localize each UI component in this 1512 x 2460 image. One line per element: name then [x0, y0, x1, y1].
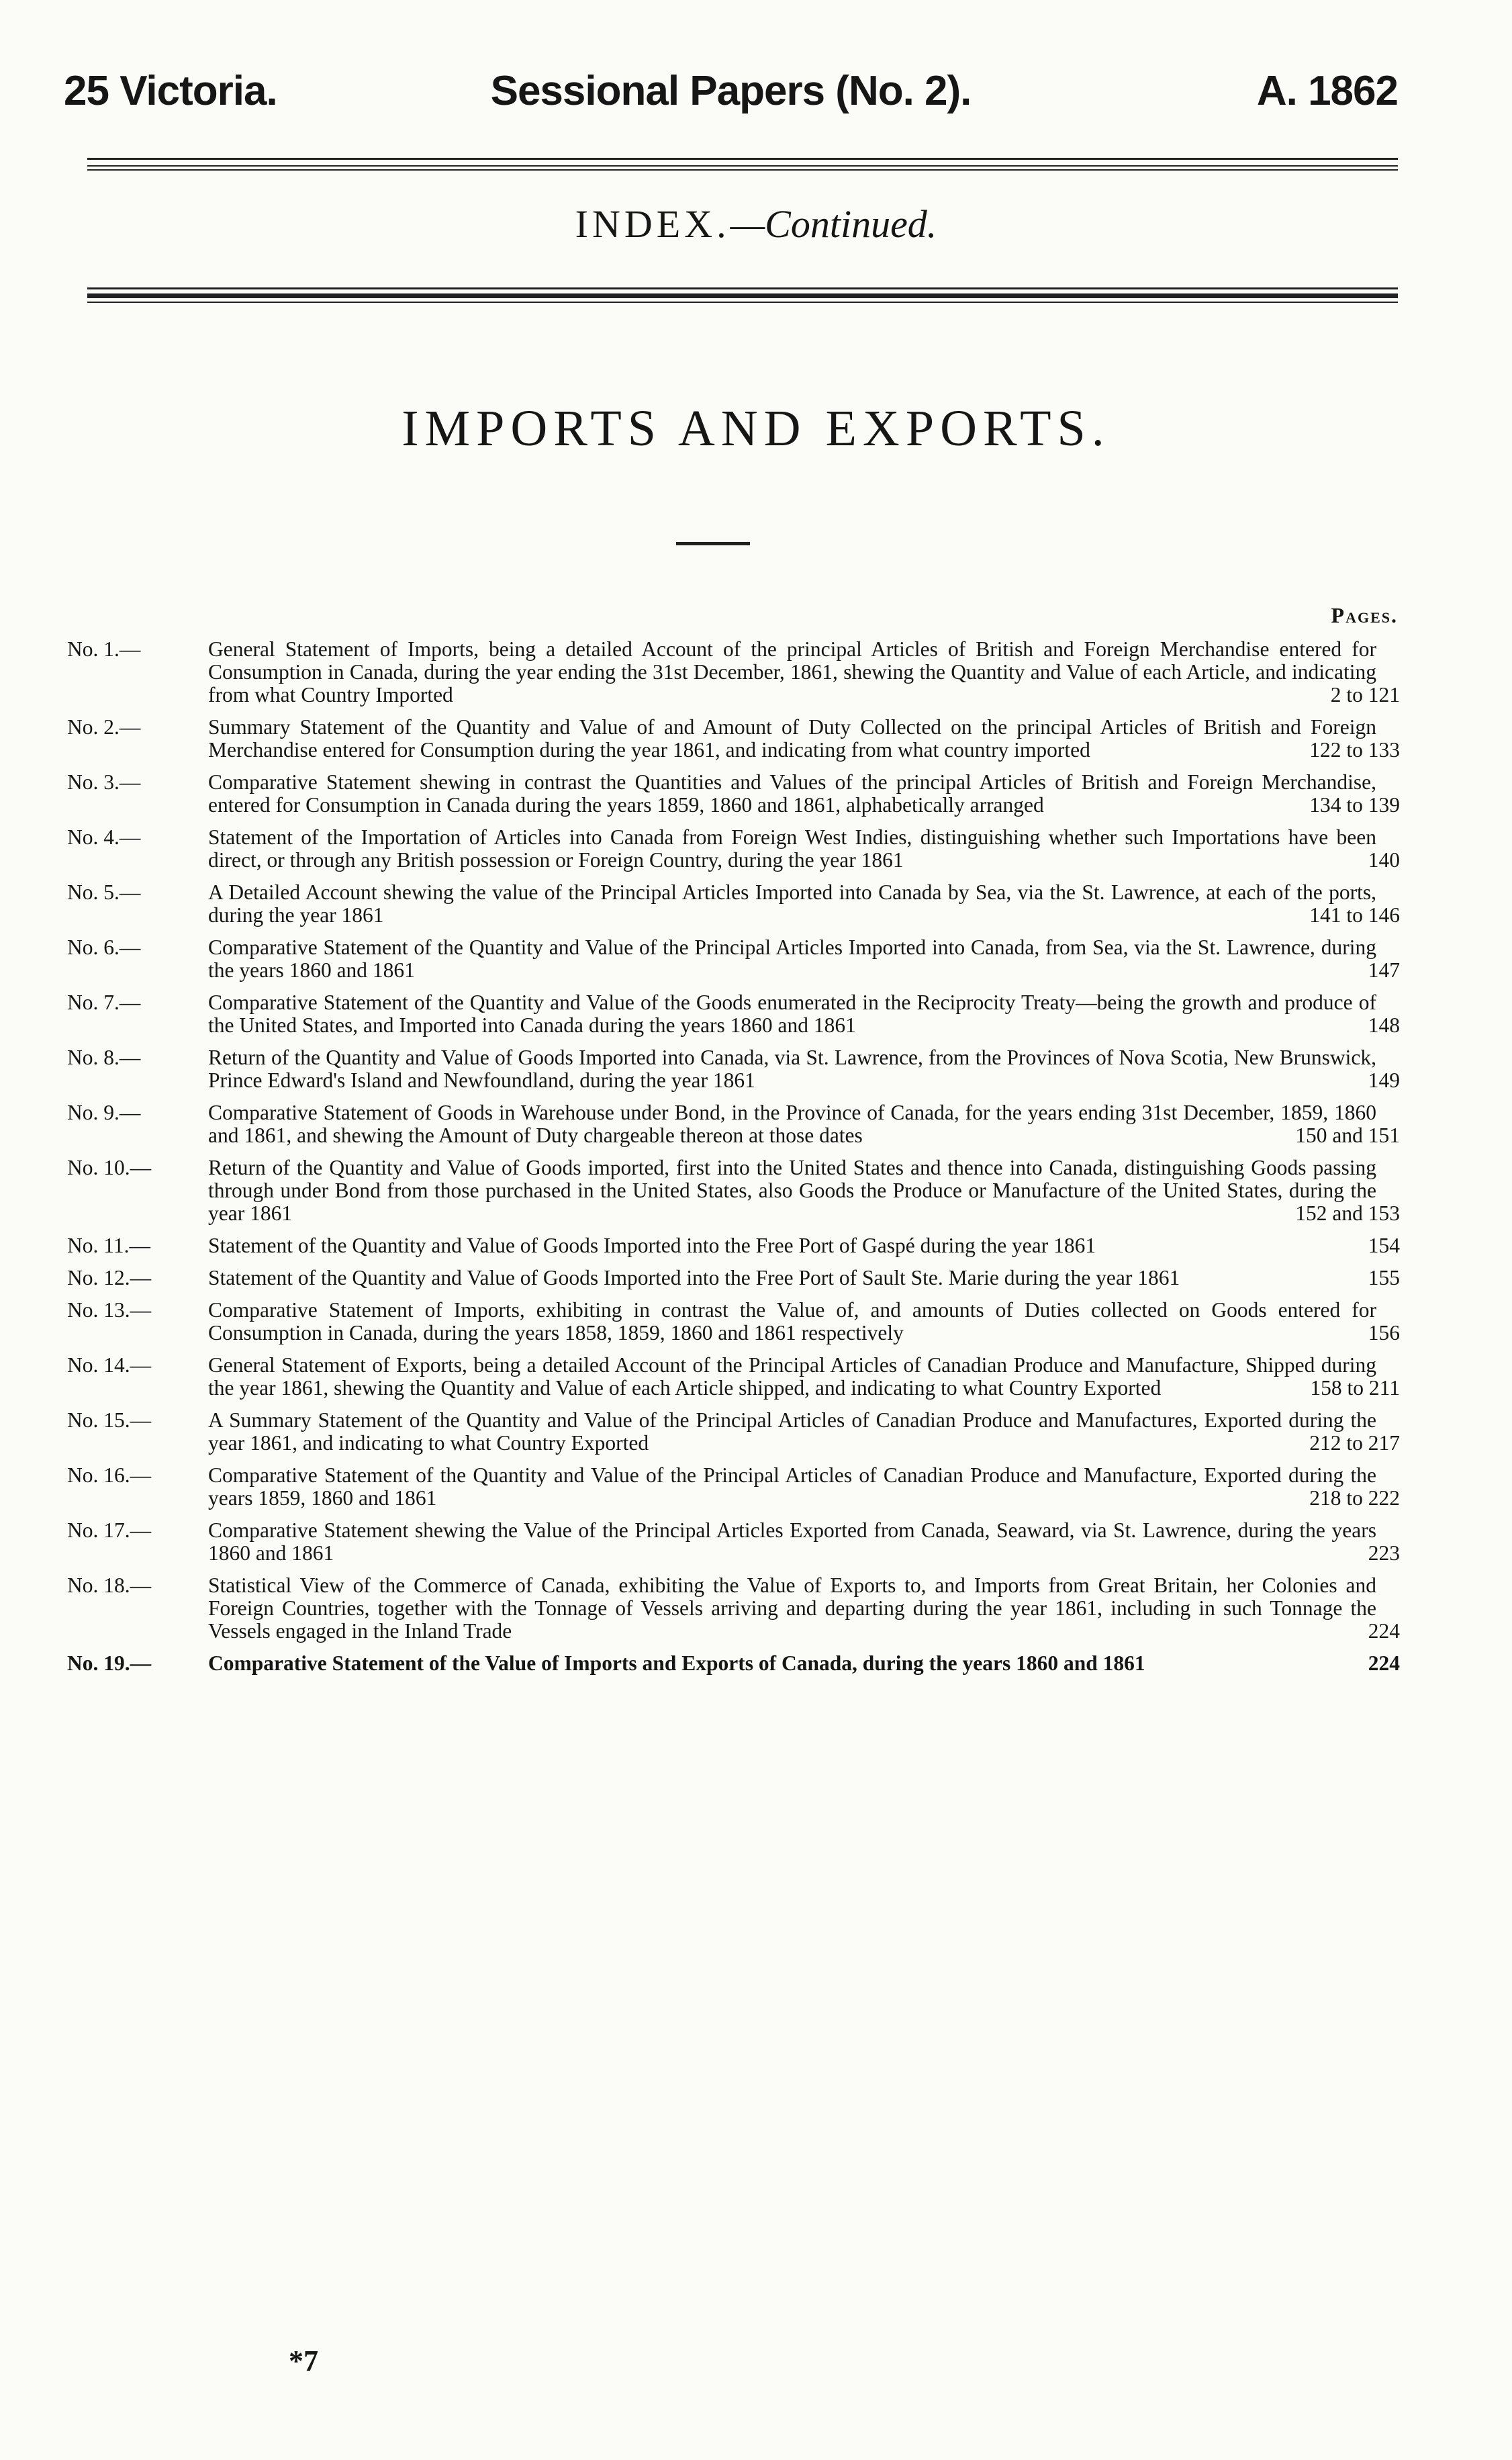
- entry-pages: 140: [1368, 848, 1400, 872]
- divider-rule: [87, 287, 1398, 289]
- entry-number: No. 4.—: [67, 825, 141, 849]
- page-header: [64, 67, 1398, 134]
- entry-text: General Statement of Exports, being a detailed Account of the Principal Articles of Canadian Produce and Manufacture, Shipped during the year 1861, shewing the Quantity and Value of each Article shipped, and indicating to what Country Exported: [208, 1353, 1376, 1400]
- page-signature-mark: *7: [289, 2344, 318, 2377]
- entry-text: Comparative Statement shewing in contrast the Quantities and Values of the principal Articles of British and Foreign Merchandise, entered for Consumption in Canada during the years 1859, 1860 and 1861, alphabetically arranged: [208, 770, 1376, 817]
- entry-pages: 223: [1368, 1541, 1400, 1565]
- entry-text: Comparative Statement shewing the Value of the Principal Articles Exported from Canada, Seaward, via St. Lawrence, during the years 1860 and 1861: [208, 1518, 1376, 1565]
- index-entry: [67, 1267, 1400, 1289]
- entry-pages: 154: [1368, 1234, 1400, 1257]
- short-divider: [676, 542, 750, 545]
- pages-column-label: Pages.: [1331, 603, 1398, 627]
- entry-text: General Statement of Imports, being a detailed Account of the principal Articles of British and Foreign Merchandise entered for Consumption in Canada, during the year ending the 31st December, 1861, shewing the Quantity and Value of each Article, and indicating from what Country Imported: [208, 637, 1376, 707]
- entry-pages: 134 to 139: [1309, 793, 1400, 817]
- entry-pages: 148: [1368, 1013, 1400, 1037]
- entry-pages: 156: [1368, 1321, 1400, 1345]
- index-entry: [67, 771, 1400, 817]
- index-entry: [67, 1156, 1400, 1225]
- index-entries: [67, 638, 1400, 1684]
- index-title-continued: —Continued.: [730, 202, 937, 246]
- entry-text: Comparative Statement of the Quantity and Value of the Goods enumerated in the Reciprocity Treaty—being the growth and produce of the United States, and Imported into Canada during the years 1860 and 1861: [208, 991, 1376, 1037]
- entry-text: Comparative Statement of Goods in Warehouse under Bond, in the Province of Canada, for the years ending 31st December, 1859, 1860 and 1861, and shewing the Amount of Duty chargeable thereon at those dates: [208, 1101, 1376, 1147]
- entry-number: No. 1.—: [67, 637, 141, 661]
- entry-text: Statistical View of the Commerce of Canada, exhibiting the Value of Exports to, and Imports from Great Britain, her Colonies and Foreign Countries, together with the Tonnage of Vessels arriving and departing during the year 1861, including in such Tonnage the Vessels engaged in the Inland Trade: [208, 1574, 1376, 1643]
- index-entry: [67, 1234, 1400, 1257]
- entry-number: No. 14.—: [67, 1353, 152, 1377]
- entry-text: Comparative Statement of Imports, exhibiting in contrast the Value of, and amounts of Duties collected on Goods entered for Consumption in Canada, during the years 1858, 1859, 1860 and 1861 respectively: [208, 1298, 1376, 1345]
- header-rule: [87, 158, 1398, 160]
- index-entry: [67, 1101, 1400, 1147]
- index-entry: [67, 936, 1400, 982]
- entry-number: No. 2.—: [67, 715, 141, 739]
- header-rule: [87, 165, 1398, 167]
- entry-pages: 122 to 133: [1309, 738, 1400, 762]
- entry-text: Statement of the Quantity and Value of Goods Imported into the Free Port of Gaspé during the year 1861: [208, 1234, 1096, 1257]
- entry-text: Return of the Quantity and Value of Goods Imported into Canada, via St. Lawrence, from the Provinces of Nova Scotia, New Brunswick, Prince Edward's Island and Newfoundland, during the year 1861: [208, 1046, 1376, 1092]
- index-entry: [67, 991, 1400, 1037]
- entry-pages: 224: [1368, 1651, 1400, 1675]
- index-entry: [67, 1046, 1400, 1092]
- entry-text: Comparative Statement of the Value of Imports and Exports of Canada, during the years 1860 and 1861: [208, 1651, 1145, 1675]
- header-right: A. 1862: [1256, 68, 1398, 114]
- entry-number: No. 13.—: [67, 1298, 152, 1322]
- index-entry: [67, 1354, 1400, 1400]
- header-center: Sessional Papers (No. 2).: [490, 68, 972, 114]
- index-entry: [67, 1299, 1400, 1345]
- index-entry: [67, 1409, 1400, 1455]
- entry-pages: 141 to 146: [1309, 903, 1400, 927]
- entry-number: No. 19.—: [67, 1651, 152, 1675]
- entry-pages: 155: [1368, 1266, 1400, 1289]
- index-entry: [67, 881, 1400, 927]
- entry-text: Statement of the Quantity and Value of Goods Imported into the Free Port of Sault Ste. Marie during the year 1861: [208, 1266, 1180, 1289]
- entry-pages: 2 to 121: [1330, 683, 1400, 707]
- entry-pages: 158 to 211: [1310, 1376, 1400, 1400]
- index-entry: [67, 1519, 1400, 1565]
- entry-pages: 152 and 153: [1295, 1201, 1400, 1225]
- index-entry: [67, 716, 1400, 762]
- entry-number: No. 11.—: [67, 1234, 150, 1257]
- entry-text: Comparative Statement of the Quantity and Value of the Principal Articles of Canadian Produce and Manufacture, Exported during the years 1859, 1860 and 1861: [208, 1463, 1376, 1510]
- entry-number: No. 12.—: [67, 1266, 152, 1289]
- section-title: IMPORTS AND EXPORTS.: [401, 400, 1111, 457]
- divider-rule: [87, 302, 1398, 303]
- entry-text: Return of the Quantity and Value of Goods imported, first into the United States and thence into Canada, distinguishing Goods passing through under Bond from those purchased in the United States, also Goods the Produce or Manufacture of the United States, during the year 1861: [208, 1156, 1376, 1225]
- entry-pages: 212 to 217: [1309, 1431, 1400, 1455]
- entry-number: No. 10.—: [67, 1156, 152, 1179]
- index-title: [0, 201, 1512, 246]
- entry-text: Comparative Statement of the Quantity and Value of the Principal Articles Imported into Canada, from Sea, via the St. Lawrence, during the years 1860 and 1861: [208, 936, 1376, 982]
- entry-number: No. 3.—: [67, 770, 141, 794]
- entry-pages: 149: [1368, 1068, 1400, 1092]
- entry-number: No. 15.—: [67, 1408, 152, 1432]
- entry-number: No. 5.—: [67, 880, 141, 904]
- index-entry: [67, 826, 1400, 872]
- index-entry: [67, 1574, 1400, 1643]
- entry-number: No. 6.—: [67, 936, 141, 959]
- entry-text: Statement of the Importation of Articles into Canada from Foreign West Indies, distinguishing whether such Importations have been direct, or through any British possession or Foreign Country, during the year 1861: [208, 825, 1376, 872]
- entry-text: A Detailed Account shewing the value of the Principal Articles Imported into Canada by Sea, via the St. Lawrence, at each of the ports, during the year 1861: [208, 880, 1376, 927]
- entry-text: Summary Statement of the Quantity and Value of and Amount of Duty Collected on the principal Articles of British and Foreign Merchandise entered for Consumption during the year 1861, and indicating from what country imported: [208, 715, 1376, 762]
- header-left: 25 Victoria.: [64, 68, 277, 114]
- entry-number: No. 7.—: [67, 991, 141, 1014]
- entry-text: A Summary Statement of the Quantity and Value of the Principal Articles of Canadian Produce and Manufactures, Exported during the year 1861, and indicating to what Country Exported: [208, 1408, 1376, 1455]
- entry-pages: 218 to 222: [1309, 1486, 1400, 1510]
- header-rule: [87, 169, 1398, 171]
- entry-pages: 224: [1368, 1619, 1400, 1643]
- index-entry: [67, 638, 1400, 707]
- entry-pages: 150 and 151: [1295, 1124, 1400, 1147]
- index-entry: [67, 1652, 1400, 1675]
- entry-number: No. 18.—: [67, 1574, 152, 1597]
- entry-number: No. 16.—: [67, 1463, 152, 1487]
- entry-number: No. 9.—: [67, 1101, 141, 1124]
- entry-number: No. 17.—: [67, 1518, 152, 1542]
- index-title-main: INDEX.: [575, 202, 730, 246]
- entry-number: No. 8.—: [67, 1046, 141, 1069]
- entry-pages: 147: [1368, 958, 1400, 982]
- divider-rule-thick: [87, 293, 1398, 298]
- index-entry: [67, 1464, 1400, 1510]
